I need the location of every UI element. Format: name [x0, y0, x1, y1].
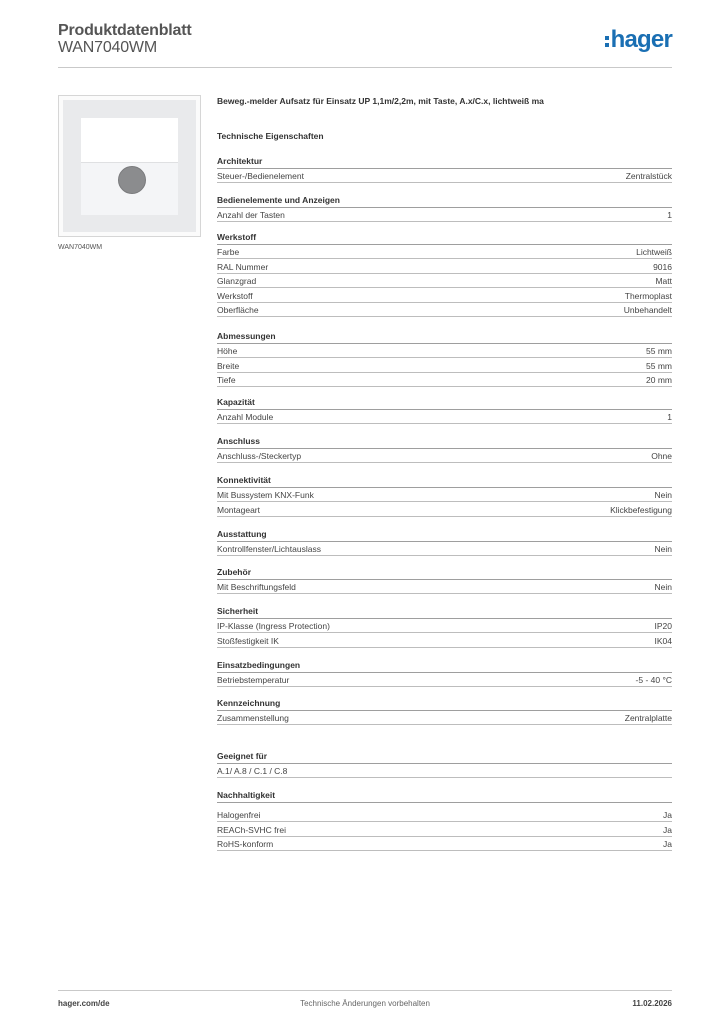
section-title: Zubehör [217, 567, 672, 580]
spec-label: Höhe [217, 346, 238, 356]
spec-label: A.1/ A.8 / C.1 / C.8 [217, 766, 288, 776]
spec-label: Steuer-/Bedienelement [217, 171, 304, 181]
spec-value: 1 [667, 210, 672, 220]
spec-label: Farbe [217, 247, 240, 257]
section-title: Nachhaltigkeit [217, 790, 672, 803]
section-title: Einsatzbedingungen [217, 660, 672, 673]
spec-label: Zusammenstellung [217, 713, 289, 723]
spec-label: Kontrollfenster/Lichtauslass [217, 544, 321, 554]
spec-label: IP-Klasse (Ingress Protection) [217, 621, 330, 631]
spec-label: Anzahl der Tasten [217, 210, 285, 220]
spec-value: Thermoplast [624, 290, 672, 301]
spec-label: Montageart [217, 504, 260, 515]
spec-value: Ja [663, 810, 672, 820]
spec-row [217, 410, 672, 424]
section-title: Bedienelemente und Anzeigen [217, 195, 672, 208]
spec-row [217, 169, 672, 183]
spec-value: Ja [663, 824, 672, 835]
spec-value: 20 mm [646, 375, 672, 386]
spec-row [217, 359, 672, 373]
page-header [58, 20, 672, 68]
spec-value: Ja [663, 839, 672, 850]
spec-label: REACh-SVHC frei [217, 824, 286, 835]
spec-label: Mit Beschriftungsfeld [217, 582, 296, 592]
section-title: Abmessungen [217, 331, 672, 344]
spec-label: Betriebstemperatur [217, 675, 290, 685]
logo-text: hager [610, 26, 672, 53]
section-title: Kapazität [217, 397, 672, 410]
plate-upper-panel [81, 118, 178, 162]
hager-logo [605, 26, 672, 54]
page-footer [58, 990, 672, 1014]
spec-label: Werkstoff [217, 290, 253, 301]
footer-note: Technische Änderungen vorbehalten [300, 999, 430, 1008]
spec-row [217, 289, 672, 303]
spec-value: Matt [655, 276, 672, 287]
spec-label: Anzahl Module [217, 412, 274, 422]
spec-label: Mit Bussystem KNX-Funk [217, 490, 314, 500]
spec-label: Glanzgrad [217, 276, 257, 287]
spec-row [217, 580, 672, 594]
spec-row [217, 260, 672, 274]
spec-label: Breite [217, 360, 240, 371]
section-title: Ausstattung [217, 529, 672, 542]
document-title: Produktdatenblatt [58, 22, 192, 39]
section-title: Werkstoff [217, 232, 672, 245]
spec-value: Klickbefestigung [610, 504, 672, 515]
spec-value: IP20 [654, 621, 672, 631]
document-subtitle: WAN7040WM [58, 39, 157, 56]
spec-row [217, 503, 672, 517]
spec-row [217, 488, 672, 502]
spec-label: Tiefe [217, 375, 236, 386]
section-title: Sicherheit [217, 606, 672, 619]
section-title: Geeignet für [217, 751, 672, 764]
spec-row [217, 837, 672, 851]
section-title: Anschluss [217, 436, 672, 449]
motion-sensor-lens-icon [118, 166, 146, 194]
spec-value: -5 - 40 °C [635, 675, 672, 685]
spec-row [217, 823, 672, 837]
spec-value: Unbehandelt [623, 305, 672, 316]
spec-row [217, 245, 672, 259]
image-caption: WAN7040WM [58, 244, 103, 251]
footer-date: 11.02.2026 [632, 999, 672, 1008]
spec-label: Halogenfrei [217, 810, 261, 820]
spec-label: RoHS-konform [217, 839, 274, 850]
spec-row [217, 373, 672, 387]
spec-label: Oberfläche [217, 305, 259, 316]
spec-value: Zentralplatte [624, 713, 672, 723]
spec-row [217, 208, 672, 222]
spec-value: Nein [654, 582, 672, 592]
logo-dots-icon [605, 36, 609, 47]
footer-website: hager.com/de [58, 999, 110, 1008]
spec-row [217, 344, 672, 358]
section-title: Architektur [217, 156, 672, 169]
spec-value: Lichtweiß [636, 247, 672, 257]
spec-value: 1 [667, 412, 672, 422]
spec-row [217, 274, 672, 288]
spec-value: Ohne [651, 451, 672, 461]
spec-row [217, 542, 672, 556]
cover-plate [63, 100, 196, 232]
spec-row [217, 303, 672, 317]
spec-value: 9016 [653, 261, 672, 272]
product-image [58, 95, 201, 237]
spec-value: 55 mm [646, 346, 672, 356]
spec-value: Zentralstück [625, 171, 672, 181]
spec-row [217, 808, 672, 822]
spec-label: Anschluss-/Steckertyp [217, 451, 302, 461]
spec-value: Nein [654, 544, 672, 554]
spec-row [217, 634, 672, 648]
spec-value: IK04 [654, 635, 672, 646]
spec-row [217, 711, 672, 725]
spec-row [217, 673, 672, 687]
section-title: Konnektivität [217, 475, 672, 488]
spec-label: RAL Nummer [217, 261, 269, 272]
spec-value: 55 mm [646, 360, 672, 371]
spec-label: Stoßfestigkeit IK [217, 635, 279, 646]
spec-value: Nein [654, 490, 672, 500]
product-description: Beweg.-melder Aufsatz für Einsatz UP 1,1m/2,2m, mit Taste, A.x/C.x, lichtweiß ma [217, 96, 544, 106]
spec-row [217, 449, 672, 463]
section-title: Kennzeichnung [217, 698, 672, 711]
tech-properties-heading: Technische Eigenschaften [217, 131, 324, 141]
spec-row [217, 764, 672, 778]
spec-row [217, 619, 672, 633]
